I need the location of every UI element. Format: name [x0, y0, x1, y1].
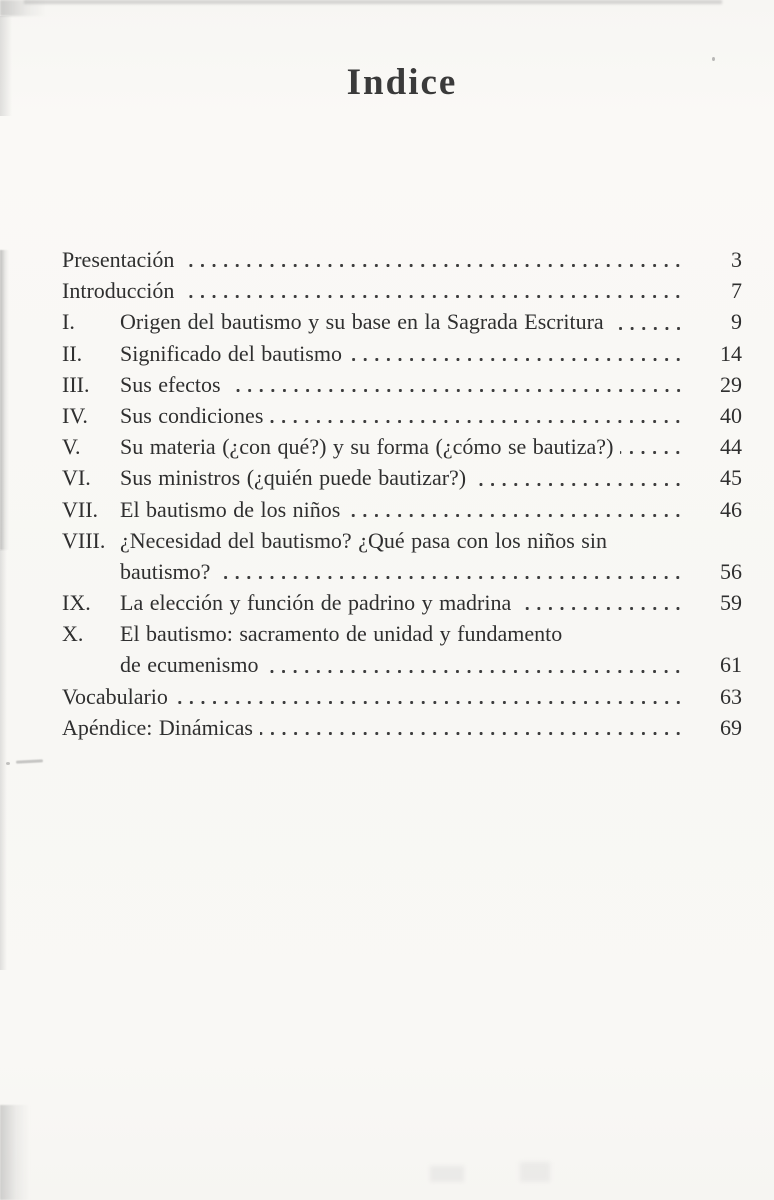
scan-left-edge-upper — [0, 16, 12, 116]
toc-entry-line — [62, 525, 742, 556]
dot-leader — [175, 681, 686, 712]
dot-leader — [349, 338, 686, 369]
toc-entry-line — [62, 618, 742, 649]
toc-entry-page-number: 61 — [720, 652, 742, 678]
toc-entry-text: Apéndice: Dinámicas — [62, 714, 253, 740]
toc-entry-page-number: 46 — [720, 496, 742, 522]
toc-entry-text: Su materia (¿con qué?) y su forma (¿cómo se bautiza?) — [120, 434, 614, 460]
toc-entry-line — [62, 306, 742, 337]
toc-entry-numeral: IV. — [62, 402, 88, 428]
toc-entry-line — [62, 462, 742, 493]
toc-entry-page-number: 44 — [720, 434, 742, 460]
toc-entry-line — [62, 400, 742, 431]
toc-entry-page-number: 63 — [720, 683, 742, 709]
dot-leader — [270, 400, 686, 431]
scan-left-edge-mid — [0, 250, 9, 550]
toc-entry-text: Sus ministros (¿quién puede bautizar?) — [120, 465, 467, 491]
scan-smudge — [430, 1166, 464, 1182]
dot-leader — [260, 712, 686, 743]
toc-entry-text: ¿Necesidad del bautismo? ¿Qué pasa con los niños sin — [120, 527, 607, 553]
dot-leader — [228, 369, 686, 400]
toc-list — [62, 244, 742, 743]
toc-entry-page-number: 59 — [720, 590, 742, 616]
scan-top-edge-shadow — [24, 0, 722, 4]
toc-entry-text: El bautismo de los niños — [120, 496, 341, 522]
scan-smudge — [520, 1162, 550, 1182]
toc-entry-text: bautismo? — [120, 558, 211, 584]
toc-entry-text: Vocabulario — [62, 683, 168, 709]
dot-leader — [611, 306, 686, 337]
toc-entry-page-number: 29 — [720, 371, 742, 397]
toc-entry-text: Origen del bautismo y su base en la Sagrada Escritura — [120, 309, 604, 335]
dot-leader — [181, 244, 686, 275]
toc-entry-text: Sus condiciones — [120, 402, 264, 428]
dot-leader — [265, 649, 686, 680]
toc-entry-line — [62, 681, 742, 712]
toc-entry-page-number: 3 — [731, 247, 742, 272]
toc-entry-line — [62, 649, 742, 680]
toc-entry-page-number: 45 — [720, 465, 742, 491]
toc-entry-text: El bautismo: sacramento de unidad y fundamento — [120, 621, 563, 647]
toc-entry-numeral: V. — [62, 434, 81, 460]
dot-leader — [620, 431, 686, 462]
toc-entry-page-number: 7 — [731, 278, 742, 304]
toc-entry-line — [62, 494, 742, 525]
scan-left-edge-bottom — [0, 1105, 30, 1200]
toc-entry-numeral: VIII. — [62, 527, 106, 553]
toc-entry-text: de ecumenismo — [120, 652, 259, 678]
toc-entry-numeral: II. — [62, 340, 83, 366]
toc-entry-line — [62, 587, 742, 618]
scan-speck — [712, 57, 715, 61]
toc-entry-text: La elección y función de padrino y madrina — [120, 590, 512, 616]
toc-entry-text: Presentación — [62, 247, 175, 272]
toc-entry-page-number: 40 — [720, 402, 742, 428]
toc-entry-line — [62, 338, 742, 369]
scan-left-edge-low — [0, 550, 7, 970]
toc-entry-page-number: 69 — [720, 714, 742, 740]
toc-entry-text: Introducción — [62, 278, 175, 304]
toc-entry-line — [62, 712, 742, 743]
toc-entry-line — [62, 431, 742, 462]
toc-entry-numeral: IX. — [62, 590, 91, 616]
toc-entry-line — [62, 244, 742, 275]
pencil-mark-dash — [16, 759, 43, 763]
toc-entry-numeral: VI. — [62, 465, 91, 491]
pencil-mark-dot — [6, 762, 10, 765]
toc-entry-page-number: 9 — [731, 309, 742, 335]
toc-entry-numeral: VII. — [62, 496, 99, 522]
dot-leader — [181, 275, 686, 306]
toc-entry-page-number: 56 — [720, 558, 742, 584]
toc-entry-text: Sus efectos — [120, 371, 221, 397]
page-title: Indice — [346, 62, 458, 103]
toc-entry-page-number: 14 — [720, 340, 742, 366]
toc-entry-line — [62, 275, 742, 306]
toc-entry-numeral: I. — [62, 309, 75, 335]
dot-leader — [347, 494, 686, 525]
toc-entry-text: Significado del bautismo — [120, 340, 342, 366]
toc-entry-line — [62, 556, 742, 587]
dot-leader — [518, 587, 686, 618]
dot-leader — [217, 556, 686, 587]
toc-entry-numeral: III. — [62, 371, 90, 397]
toc-entry-line — [62, 369, 742, 400]
toc-entry-numeral: X. — [62, 621, 84, 647]
dot-leader — [473, 462, 686, 493]
scan-corner-shadow — [0, 0, 46, 16]
